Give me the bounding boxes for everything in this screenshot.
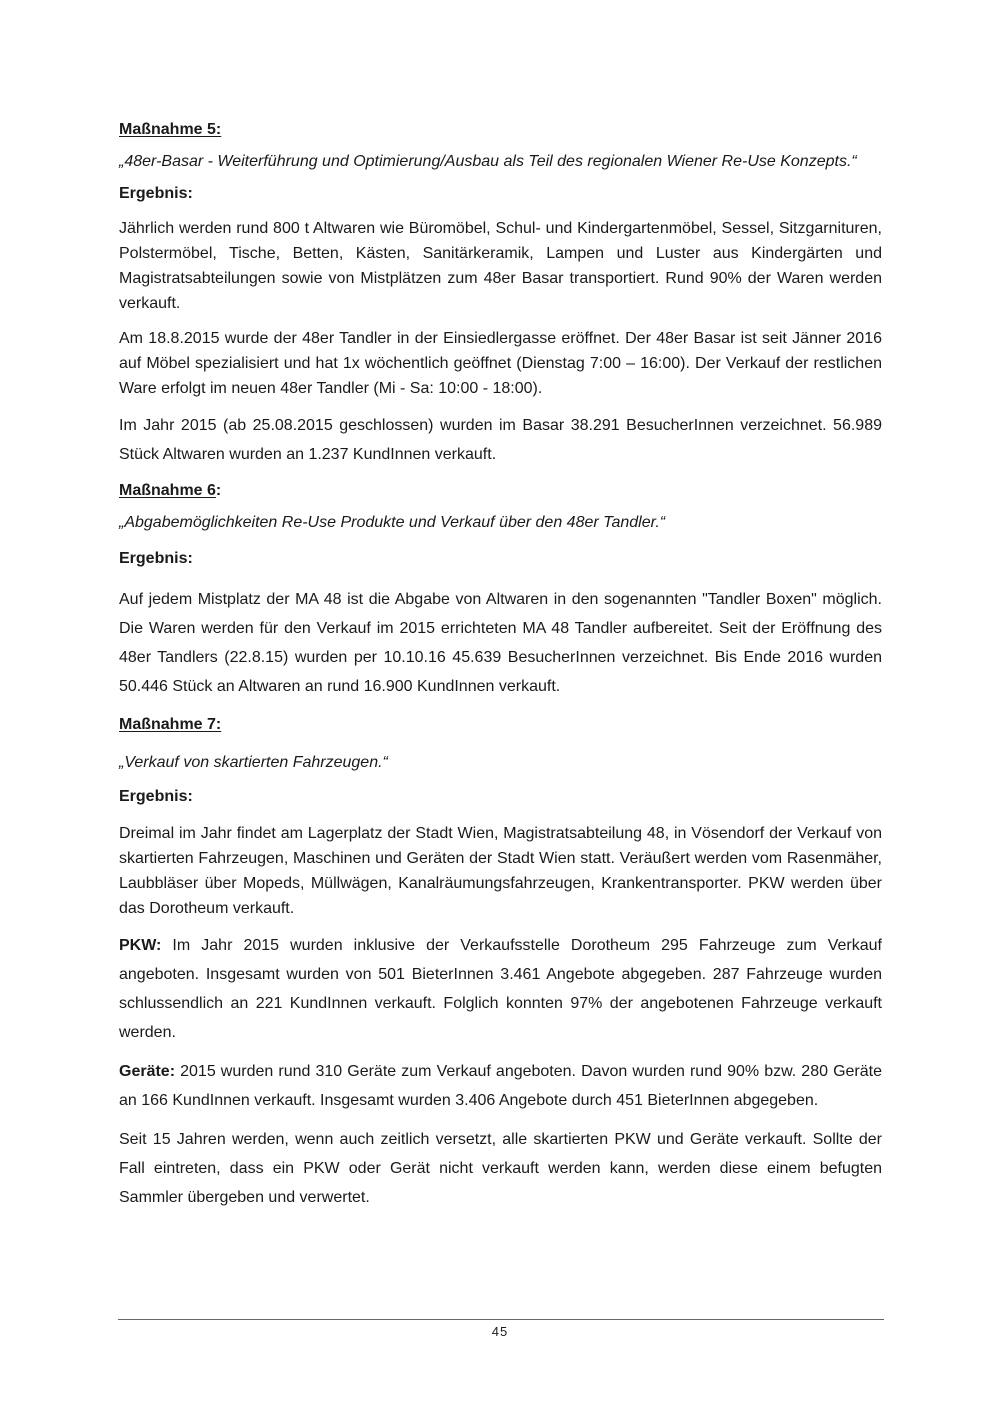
measure-6-paragraph-1: Auf jedem Mistplatz der MA 48 ist die Abgabe von Altwaren in den sogenannten "Tandler Boxen" möglich. Die Waren werden für den Verkauf im 2015 errichteten MA 48 Tandler aufbereitet. Seit der Eröffnung des 48er Tandlers (22.8.15) wurden per 10.10.16 45.639 BesucherInnen verzeichnet. Bis Ende 2016 wurden 50.446 Stück an Altwaren an rund 16.900 KundInnen verkauft. — [119, 591, 882, 695]
measure-7-result-label: Ergebnis: — [119, 788, 193, 805]
document-body — [119, 112, 882, 1222]
measure-7-quote: „Verkauf von skartierten Fahrzeugen.“ — [119, 754, 388, 771]
measure-7-paragraph-1: Dreimal im Jahr findet am Lagerplatz der Stadt Wien, Magistratsabteilung 48, in Vösendorf der Verkauf von skartierten Fahrzeugen, Maschinen und Geräten der Stadt Wien statt. Veräußert werden vom Rasenmäher, Laubbläser über Mopeds, Müllwägen, Kanalräumungsfahrzeugen, Krankentransporter. PKW werden über das Dorotheum verkauft. — [119, 825, 882, 917]
measure-7-geraete-paragraph — [119, 1057, 882, 1115]
pkw-label: PKW: — [119, 937, 162, 954]
measure-7-closing-paragraph: Seit 15 Jahren werden, wenn auch zeitlich versetzt, alle skartierten PKW und Geräte verkauft. Sollte der Fall eintreten, dass ein PKW oder Gerät nicht verkauft werden kann, werden diese einem befugten Sammler übergeben und verwertet. — [119, 1131, 882, 1206]
measure-7-pkw-paragraph — [119, 931, 882, 1047]
measure-5-paragraph-2: Am 18.8.2015 wurde der 48er Tandler in der Einsiedlergasse eröffnet. Der 48er Basar ist seit Jänner 2016 auf Möbel spezialisiert und hat 1x wöchentlich geöffnet (Dienstag 7:00 – 16:00). Der Verkauf der restlichen Ware erfolgt im neuen 48er Tandler (Mi - Sa: 10:00 - 18:00). — [119, 330, 882, 397]
measure-5-paragraph-3: Im Jahr 2015 (ab 25.08.2015 geschlossen) wurden im Basar 38.291 BesucherInnen verzeichnet. 56.989 Stück Altwaren wurden an 1.237 KundInnen verkauft. — [119, 417, 882, 463]
page-number: 45 — [491, 1324, 509, 1339]
measure-7-heading: Maßnahme 7: — [119, 716, 222, 733]
measure-7-section — [119, 713, 882, 1212]
measure-6-quote: „Abgabemöglichkeiten Re-Use Produkte und Verkauf über den 48er Tandler.“ — [119, 514, 666, 531]
measure-6-section — [119, 479, 882, 701]
measure-6-heading: Maßnahme 6: — [119, 482, 222, 499]
measure-5-heading: Maßnahme 5: — [119, 121, 222, 138]
geraete-text: 2015 wurden rund 310 Geräte zum Verkauf angeboten. Davon wurden rund 90% bzw. 280 Geräte an 166 KundInnen verkauft. Insgesamt wurden 3.406 Angebote durch 451 BieterInnen abgegeben. — [119, 1063, 882, 1109]
geraete-label: Geräte: — [119, 1063, 176, 1080]
footer-divider — [118, 1319, 884, 1320]
measure-5-result-label: Ergebnis: — [119, 185, 193, 202]
measure-5-paragraph-1: Jährlich werden rund 800 t Altwaren wie Büromöbel, Schul- und Kindergartenmöbel, Sessel, Sitzgarnituren, Polstermöbel, Tische, Betten, Kästen, Sanitärkeramik, Lampen und Luster aus Kindergärten und Magistratsabteilungen sowie von Mistplätzen zum 48er Basar transportiert. Rund 90% der Waren werden verkauft. — [119, 220, 882, 312]
measure-5-quote: „48er-Basar - Weiterführung und Optimierung/Ausbau als Teil des regionalen Wiener Re-Use Konzepts.“ — [119, 153, 857, 170]
measure-6-result-label: Ergebnis: — [119, 550, 193, 567]
measure-6-heading-colon: : — [215, 482, 222, 499]
pkw-text: Im Jahr 2015 wurden inklusive der Verkaufsstelle Dorotheum 295 Fahrzeuge zum Verkauf angeboten. Insgesamt wurden von 501 BieterInnen 3.461 Angebote abgegeben. 287 Fahrzeuge wurden schlussendlich an 221 KundInnen verkauft. Folglich konnten 97% der angebotenen Fahrzeuge verkauft werden. — [119, 937, 882, 1041]
measure-5-section — [119, 118, 882, 469]
